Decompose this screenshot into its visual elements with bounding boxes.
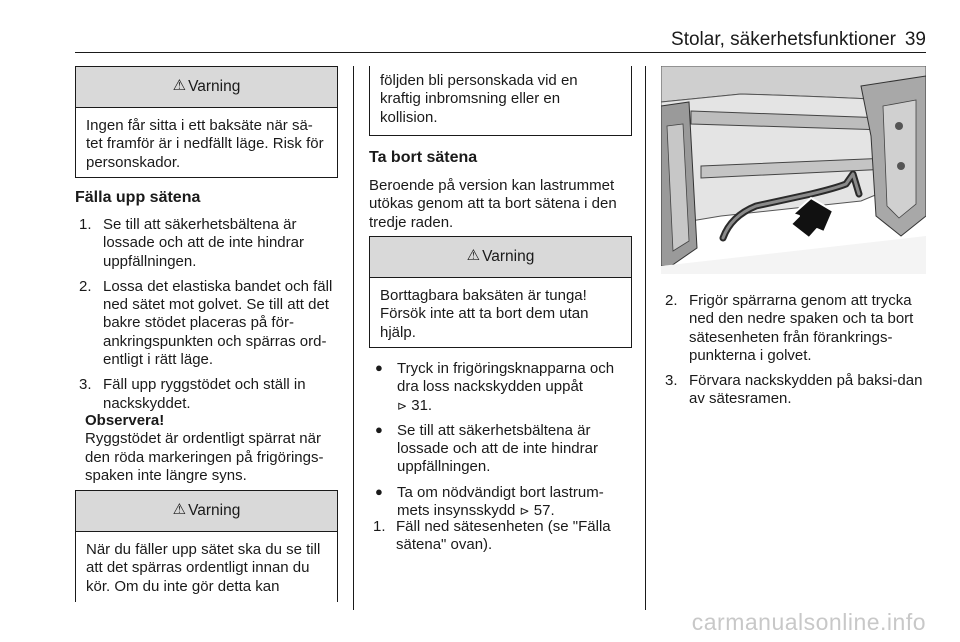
seat-release-illustration — [661, 66, 926, 274]
warning-box-3 — [369, 236, 632, 348]
step-text: Frigör spärrarna genom att trycka ned den nedre spaken och ta bort sätesenheten från förankrings-punkterna i golvet. — [689, 292, 914, 364]
warning-header — [76, 491, 337, 532]
remove-seats-steps-cont — [661, 292, 931, 416]
warning-triangle-icon: ⚠ — [466, 246, 481, 264]
fold-up-steps — [75, 216, 341, 420]
header-rule — [75, 52, 926, 53]
list-item — [75, 216, 341, 271]
column-divider-2 — [645, 66, 646, 610]
note-block — [85, 412, 347, 485]
step-number: 3. — [79, 376, 92, 394]
remove-seats-bullets — [369, 360, 635, 527]
list-item — [75, 376, 341, 413]
step-number: 2. — [79, 277, 92, 295]
warning-text: Borttagbara baksäten är tunga! Försök inte att ta bort dem utan hjälp. — [380, 287, 589, 341]
watermark: carmanualsonline.info — [691, 608, 926, 635]
intro-paragraph: Beroende på version kan lastrummet utökas genom att ta bort sätena i den tredje raden. — [369, 177, 617, 231]
list-item — [661, 372, 931, 409]
warning-text: följden bli personskada vid en kraftig inbromsning eller en kollision. — [380, 72, 578, 126]
warning-box-1 — [75, 66, 338, 178]
step-number: 2. — [665, 292, 678, 309]
warning-header — [76, 67, 337, 108]
list-item — [75, 278, 341, 369]
list-item — [369, 518, 635, 555]
bullet-text: Tryck in frigöringsknapparna och dra loss nackskydden uppåt — [397, 360, 615, 396]
note-title: Observera! — [85, 412, 165, 429]
list-item — [369, 422, 635, 477]
list-item — [661, 292, 931, 365]
reference-arrow-icon: ⊳ — [397, 398, 408, 413]
step-number: 3. — [665, 372, 678, 390]
running-header-title: Stolar, säkerhetsfunktioner — [671, 29, 896, 50]
warning-box-2 — [75, 490, 338, 602]
bullet-icon: ● — [375, 360, 383, 375]
warning-title: Varning — [482, 247, 535, 265]
warning-title: Varning — [188, 501, 241, 519]
seat-frame-drawing — [661, 66, 926, 274]
list-item — [369, 360, 635, 415]
bullet-text: Ta om nödvändigt bort lastrum-mets insynsskydd — [397, 483, 604, 520]
warning-header — [370, 237, 631, 278]
warning-text: Ingen får sitta i ett baksäte när sä-tet framför är i nedfällt läge. Risk för personskador. — [86, 117, 324, 171]
warning-triangle-icon: ⚠ — [172, 500, 187, 518]
step-text: Lossa det elastiska bandet och fäll ned sätet mot golvet. Se till att det bakre stödet placeras på för-ankringspunkten och spärras ord-entligt i rätt läge. — [103, 277, 333, 369]
bullet-text: Se till att säkerhetsbältena är lossade och att de inte hindrar uppfällningen. — [397, 421, 598, 476]
step-number: 1. — [79, 216, 92, 233]
warning-title: Varning — [188, 77, 241, 95]
warning-box-continued — [369, 66, 632, 136]
warning-text: När du fäller upp sätet ska du se till att det spärras ordentligt innan du kör. Om du inte gör detta kan — [86, 541, 321, 595]
step-text: Fäll upp ryggstödet och ställ in nackskyddet. — [103, 376, 306, 412]
bullet-icon: ● — [375, 421, 383, 437]
remove-seats-step-1 — [369, 518, 635, 562]
reference-arrow-icon: ⊳ — [519, 504, 530, 519]
section-heading-fold-up: Fälla upp sätena — [75, 189, 201, 206]
section-heading-remove-seats: Ta bort sätena — [369, 149, 478, 166]
list-item — [369, 484, 635, 521]
bullet-icon: ● — [375, 483, 383, 499]
page-number: 39 — [904, 29, 926, 50]
step-number: 1. — [373, 518, 386, 535]
step-text: Se till att säkerhetsbältena är lossade och att de inte hindrar uppfällningen. — [103, 216, 304, 270]
page-reference[interactable]: 31. — [411, 396, 433, 414]
column-divider-1 — [353, 66, 354, 610]
page-reference[interactable]: 57. — [533, 502, 555, 520]
step-text: Förvara nackskydden på baksi-dan av sätesramen. — [689, 372, 923, 408]
warning-triangle-icon: ⚠ — [172, 76, 187, 94]
step-text: Fäll ned sätesenheten (se "Fälla sätena" ovan). — [396, 518, 611, 554]
note-text: Ryggstödet är ordentligt spärrat när den röda markeringen på frigörings-spaken inte längre syns. — [85, 430, 324, 484]
